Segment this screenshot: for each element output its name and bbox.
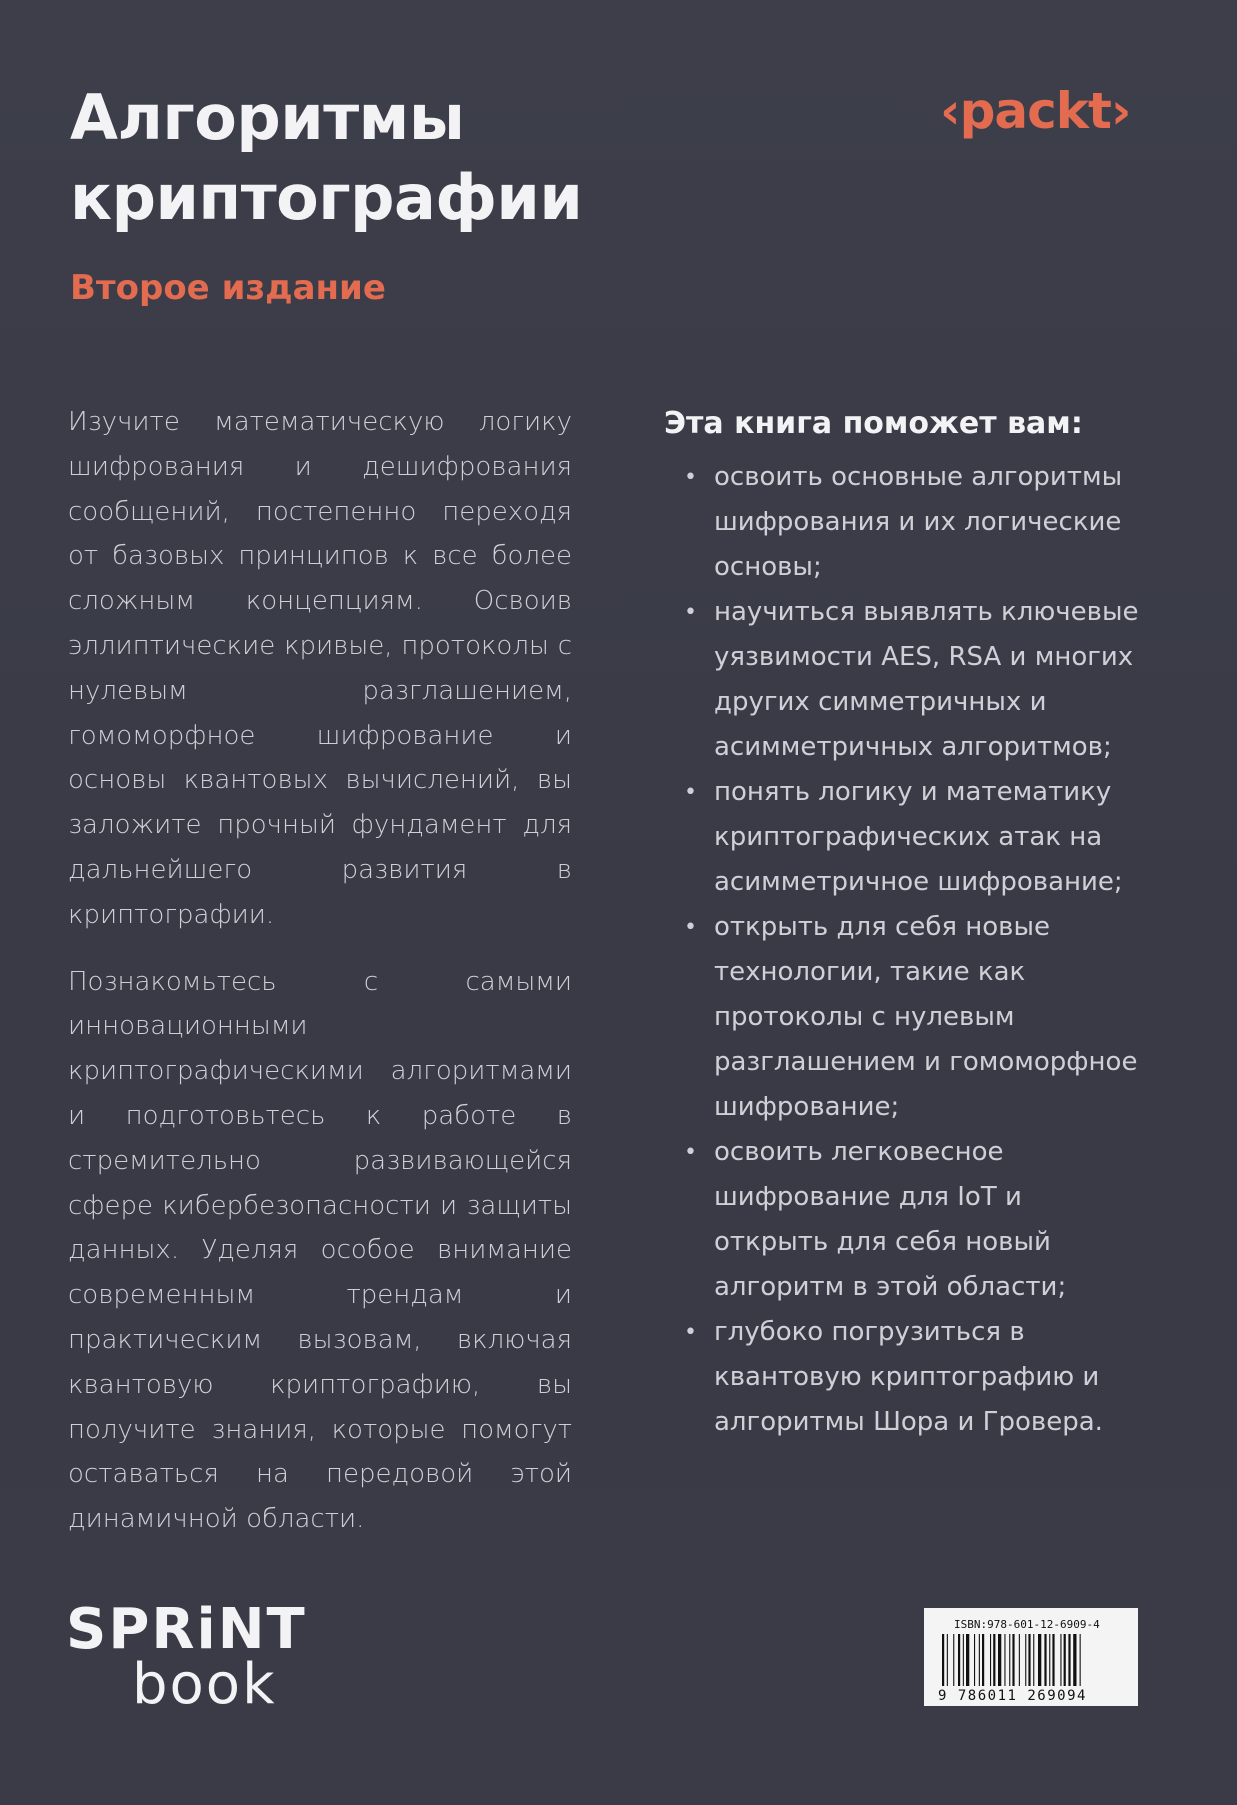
barcode-bar xyxy=(958,1634,960,1686)
book-title-line-1: Алгоритмы xyxy=(70,81,465,154)
benefits-heading: Эта книга поможет вам: xyxy=(664,406,1083,441)
isbn-barcode xyxy=(924,1608,1138,1706)
barcode-bar xyxy=(947,1634,948,1686)
barcode-bar xyxy=(966,1634,969,1686)
barcode-bar xyxy=(1009,1634,1010,1686)
barcode-bar xyxy=(1012,1634,1014,1686)
barcode-bar xyxy=(993,1634,995,1686)
benefit-item: • понять логику и математику криптографических атак на асимметричное шифрование; xyxy=(664,770,1142,905)
imprint-logo-line-2: book xyxy=(132,1652,277,1717)
barcode-bar xyxy=(982,1634,984,1686)
description-column xyxy=(68,400,572,1564)
barcode-bar xyxy=(974,1634,975,1686)
barcode-bar xyxy=(942,1634,944,1686)
barcode-bars xyxy=(940,1634,1122,1688)
barcode-bar xyxy=(998,1634,1001,1686)
barcode-bar xyxy=(979,1634,980,1686)
barcode-bar xyxy=(1064,1634,1066,1686)
isbn-label: ISBN:978-601-12-6909-4 xyxy=(954,1618,1100,1631)
book-title-line-2: криптографии xyxy=(70,161,583,234)
barcode-bar xyxy=(1060,1634,1061,1686)
description-paragraph-2: Познакомьтесь с самыми инновационными криптографическими алгоритмами и подготовьтесь к работе в стремительно развивающейся сфере кибербезопасности и защиты данных. Уделяя особое внимание современным трендам и практическим вызовам, включая квантовую криптографию, вы получите знания, которые помогут оставаться на передовой этой динамичной области. xyxy=(68,966,572,1535)
imprint-logo xyxy=(66,1597,307,1717)
description-paragraph-1: Изучите математическую логику шифрования и дешифрования сообщений, постепенно переходя от базовых принципов к все более сложным концепциям. Освоив эллиптические кривые, протоколы с нулевым разглашением, гомоморфное шифрование и основы квантовых вычислений, вы заложите прочный фундамент для дальнейшего развития в криптографии. xyxy=(68,407,572,930)
benefit-item: • открыть для себя новые технологии, такие как протоколы с нулевым разглашением и гомоморфное шифрование; xyxy=(664,905,1142,1130)
barcode-bar xyxy=(953,1634,954,1686)
barcode-bar xyxy=(1025,1634,1026,1686)
barcode-bar xyxy=(1019,1634,1020,1686)
benefits-list xyxy=(664,455,1142,1445)
publisher-logo: ‹packt› xyxy=(940,82,1131,140)
benefits-column xyxy=(664,406,1142,1445)
barcode-digits: 9 786011 269094 xyxy=(938,1688,1087,1704)
barcode-bar xyxy=(1073,1634,1076,1686)
barcode-bar xyxy=(1028,1634,1030,1686)
edition-label: Второе издание xyxy=(70,268,386,308)
imprint-logo-line-1: SPRiNT xyxy=(66,1597,307,1662)
barcode-bar xyxy=(1004,1634,1005,1686)
barcode-bar xyxy=(1033,1634,1034,1686)
barcode-bar xyxy=(1038,1634,1041,1686)
barcode-bar xyxy=(1068,1634,1070,1686)
barcode-bar xyxy=(1049,1634,1050,1686)
barcode-bar xyxy=(1044,1634,1046,1686)
benefit-item: • глубоко погрузиться в квантовую криптографию и алгоритмы Шора и Гровера. xyxy=(664,1310,1142,1445)
benefit-item: • научиться выявлять ключевые уязвимости AES, RSA и многих других симметричных и асимметричных алгоритмов; xyxy=(664,590,1142,770)
benefit-item: • освоить основные алгоритмы шифрования и их логические основы; xyxy=(664,455,1142,590)
benefit-item: • освоить легковесное шифрование для IoT и открыть для себя новый алгоритм в этой области; xyxy=(664,1130,1142,1310)
book-title xyxy=(70,78,630,238)
barcode-bar xyxy=(963,1634,964,1686)
barcode-bar xyxy=(1080,1634,1081,1686)
barcode-bar xyxy=(1052,1634,1054,1686)
barcode-bar xyxy=(990,1634,991,1686)
